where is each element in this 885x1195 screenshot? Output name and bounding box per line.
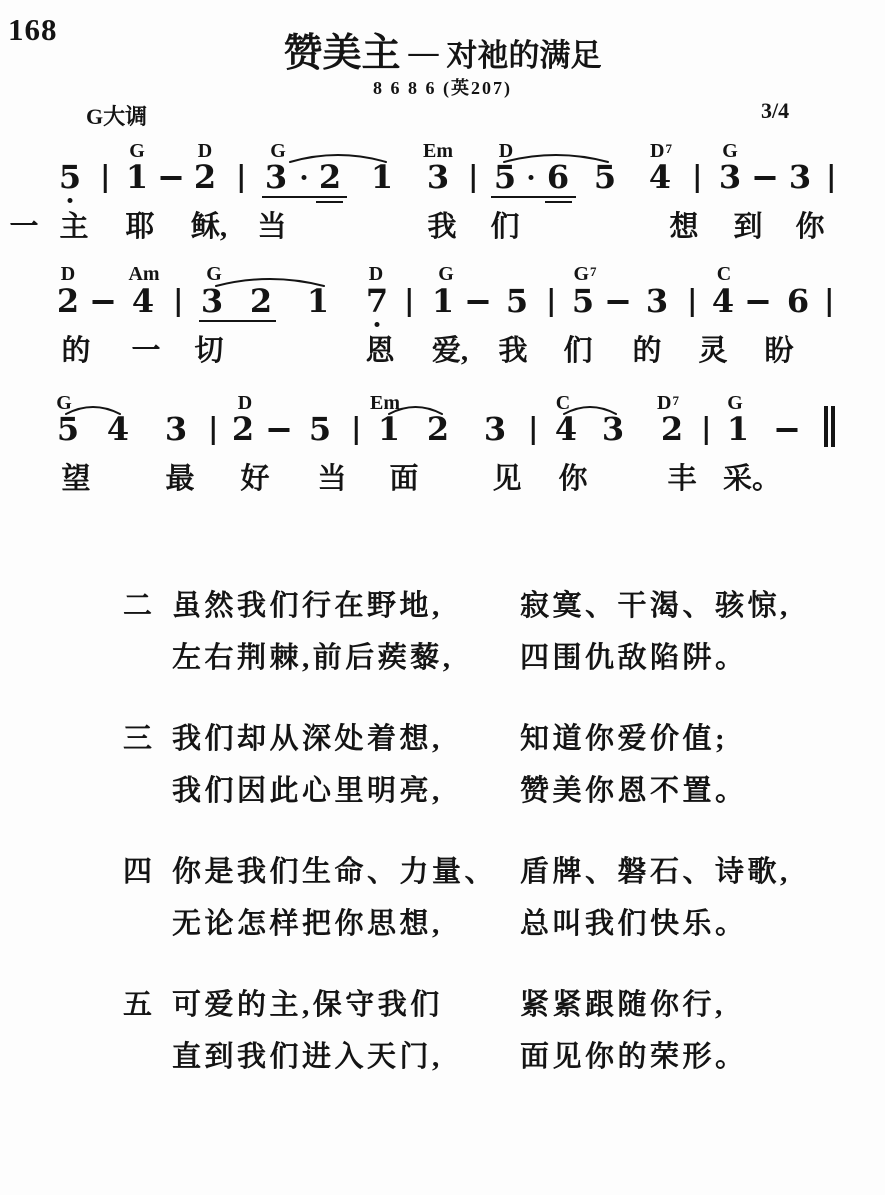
note-digit: 3 [645, 282, 669, 320]
chord-label: $G^7$ [573, 263, 597, 285]
lyric-syllable: 恩 [365, 335, 395, 367]
verse-number: 一 [9, 211, 39, 243]
low-octave-dot [68, 198, 73, 203]
verse-line-col2: 盾牌、磐石、诗歌, [520, 856, 791, 888]
chord-label: D [197, 140, 213, 162]
verse-line-col2: 赞美你恩不置。 [520, 775, 748, 807]
note-digit: 3 [483, 410, 507, 448]
note-digit: 3 [164, 410, 188, 448]
chord-label: C [555, 392, 571, 414]
note-digit: 2 [318, 158, 342, 196]
slur-arc [562, 402, 618, 414]
key-signature: G大调 [86, 104, 148, 129]
lyric-syllable: 爱, [431, 335, 469, 367]
title-subtitle: 对祂的满足 [446, 38, 602, 73]
chord-label: D [498, 140, 514, 162]
beam-underline [545, 201, 572, 203]
chord-label: Am [128, 263, 160, 285]
lyric-syllable: 当 [257, 211, 287, 243]
lyric-syllable: 耶 [125, 211, 155, 243]
note-digit: 3 [426, 158, 450, 196]
beam-underline [316, 201, 343, 203]
duration-dash [608, 300, 629, 304]
note-digit: 4 [106, 410, 130, 448]
verse-number: 三 [123, 723, 156, 755]
chord-label: G [206, 263, 222, 285]
bar-line [212, 416, 215, 445]
note-digit: 5 [505, 282, 529, 320]
title-dash: — [408, 36, 439, 69]
augmentation-dot [529, 175, 534, 180]
bar-line [550, 288, 553, 317]
chord-label: $D^7$ [650, 140, 672, 162]
lyric-syllable: 你 [558, 463, 588, 495]
lyric-syllable: 主 [59, 211, 89, 243]
verse-line-col2: 总叫我们快乐。 [520, 908, 748, 940]
beam-underline [262, 196, 347, 198]
note-digit: 2 [426, 410, 450, 448]
note-digit: 2 [56, 282, 80, 320]
note-digit: 5 [571, 282, 595, 320]
verse-line-col1: 左右荆棘,前后蒺藜, [172, 642, 454, 674]
duration-dash [755, 176, 776, 180]
bar-line [691, 288, 694, 317]
lyric-syllable: 面 [389, 463, 419, 495]
lyric-syllable: 望 [61, 463, 91, 495]
note-digit: 6 [546, 158, 570, 196]
verse-line-col1: 直到我们进入天门, [172, 1041, 443, 1073]
bar-line [828, 288, 831, 317]
chord-label: G [56, 392, 72, 414]
lyric-syllable: 稣, [190, 211, 228, 243]
lyric-syllable: 你 [795, 211, 825, 243]
lyric-syllable: 灵 [698, 335, 728, 367]
lyric-syllable: 当 [317, 463, 347, 495]
lyric-syllable: 们 [563, 335, 593, 367]
duration-dash [93, 300, 114, 304]
verse-number: 五 [123, 989, 156, 1021]
chord-label: D [368, 263, 384, 285]
bar-line [472, 164, 475, 193]
verse-line-col2: 面见你的荣形。 [520, 1041, 748, 1073]
lyric-syllable: 采。 [722, 463, 782, 495]
verse-line-col1: 虽然我们行在野地, [172, 590, 443, 622]
lyric-syllable: 我 [427, 211, 457, 243]
verse-line-col1: 你是我们生命、力量、 [172, 856, 498, 888]
note-digit: 5 [56, 410, 80, 448]
chord-label: D [60, 263, 76, 285]
bar-line [532, 416, 535, 445]
note-digit: 3 [601, 410, 625, 448]
lyric-syllable: 盼 [764, 335, 794, 367]
chord-label: G [727, 392, 743, 414]
low-octave-dot [375, 322, 380, 327]
bar-line [240, 164, 243, 193]
note-digit: 4 [131, 282, 155, 320]
verse-number: 二 [123, 590, 156, 622]
slur-arc [64, 402, 122, 414]
lyric-syllable: 们 [490, 211, 520, 243]
bar-line [408, 288, 411, 317]
chord-label: Em [423, 140, 453, 162]
slur-arc [214, 274, 326, 286]
note-digit: 5 [493, 158, 517, 196]
note-digit: 4 [648, 158, 672, 196]
lyric-syllable: 见 [492, 463, 522, 495]
meter-info: 8 6 8 6 (英207) [373, 78, 512, 98]
verse-line-col2: 紧紧跟随你行, [520, 989, 726, 1021]
note-digit: 5 [58, 158, 82, 196]
slur-arc [387, 402, 444, 414]
lyric-syllable: 到 [733, 211, 763, 243]
note-digit: 7 [365, 282, 389, 320]
note-digit: 3 [718, 158, 742, 196]
note-digit: 3 [264, 158, 288, 196]
chord-label: $D^7$ [657, 392, 679, 414]
lyric-syllable: 想 [669, 211, 699, 243]
note-digit: 1 [125, 158, 149, 196]
bar-line [177, 288, 180, 317]
note-digit: 3 [200, 282, 224, 320]
note-digit: 4 [711, 282, 735, 320]
note-digit: 1 [377, 410, 401, 448]
note-digit: 4 [554, 410, 578, 448]
duration-dash [161, 176, 182, 180]
chord-label: Em [370, 392, 400, 414]
verse-line-col1: 无论怎样把你思想, [172, 908, 443, 940]
slur-arc [502, 150, 610, 162]
bar-line [830, 164, 833, 193]
title-main: 赞美主 [283, 32, 401, 75]
note-digit: 2 [249, 282, 273, 320]
final-double-bar-line [824, 406, 836, 447]
lyric-syllable: 好 [240, 463, 270, 495]
augmentation-dot [302, 175, 307, 180]
song-title [0, 22, 885, 78]
duration-dash [468, 300, 489, 304]
bar-line [355, 416, 358, 445]
bar-line [696, 164, 699, 193]
lyric-syllable: 最 [165, 463, 195, 495]
chord-label: C [716, 263, 732, 285]
lyric-syllable: 我 [498, 335, 528, 367]
page-number: 168 [8, 12, 58, 47]
chord-label: G [129, 140, 145, 162]
duration-dash [777, 428, 798, 432]
note-digit: 6 [786, 282, 810, 320]
lyric-syllable: 丰 [667, 463, 697, 495]
note-digit: 2 [660, 410, 684, 448]
verse-line-col2: 四围仇敌陷阱。 [520, 642, 748, 674]
verse-line-col2: 知道你爱价值; [520, 723, 729, 755]
lyric-syllable: 切 [194, 335, 224, 367]
chord-label: G [270, 140, 286, 162]
bar-line [104, 164, 107, 193]
note-digit: 1 [726, 410, 750, 448]
chord-label: G [722, 140, 738, 162]
note-digit: 1 [431, 282, 455, 320]
chord-label: G [438, 263, 454, 285]
duration-dash [269, 428, 290, 432]
chord-label: D [237, 392, 253, 414]
beam-underline [199, 320, 276, 322]
verse-line-col1: 可爱的主,保守我们 [172, 989, 443, 1021]
note-digit: 1 [306, 282, 330, 320]
slur-arc [288, 150, 388, 162]
note-digit: 1 [370, 158, 394, 196]
lyric-syllable: 的 [61, 335, 91, 367]
verse-line-col1: 我们却从深处着想, [172, 723, 443, 755]
note-digit: 5 [593, 158, 617, 196]
verse-line-col2: 寂寞、干渴、骇惊, [520, 590, 791, 622]
note-digit: 2 [231, 410, 255, 448]
beam-underline [491, 196, 576, 198]
note-digit: 2 [193, 158, 217, 196]
lyric-syllable: 一 [131, 335, 161, 367]
bar-line [705, 416, 708, 445]
lyric-syllable: 的 [632, 335, 662, 367]
duration-dash [748, 300, 769, 304]
time-signature: 3/4 [761, 98, 790, 123]
note-digit: 5 [308, 410, 332, 448]
verse-number: 四 [123, 856, 156, 888]
note-digit: 3 [788, 158, 812, 196]
verse-line-col1: 我们因此心里明亮, [172, 775, 443, 807]
